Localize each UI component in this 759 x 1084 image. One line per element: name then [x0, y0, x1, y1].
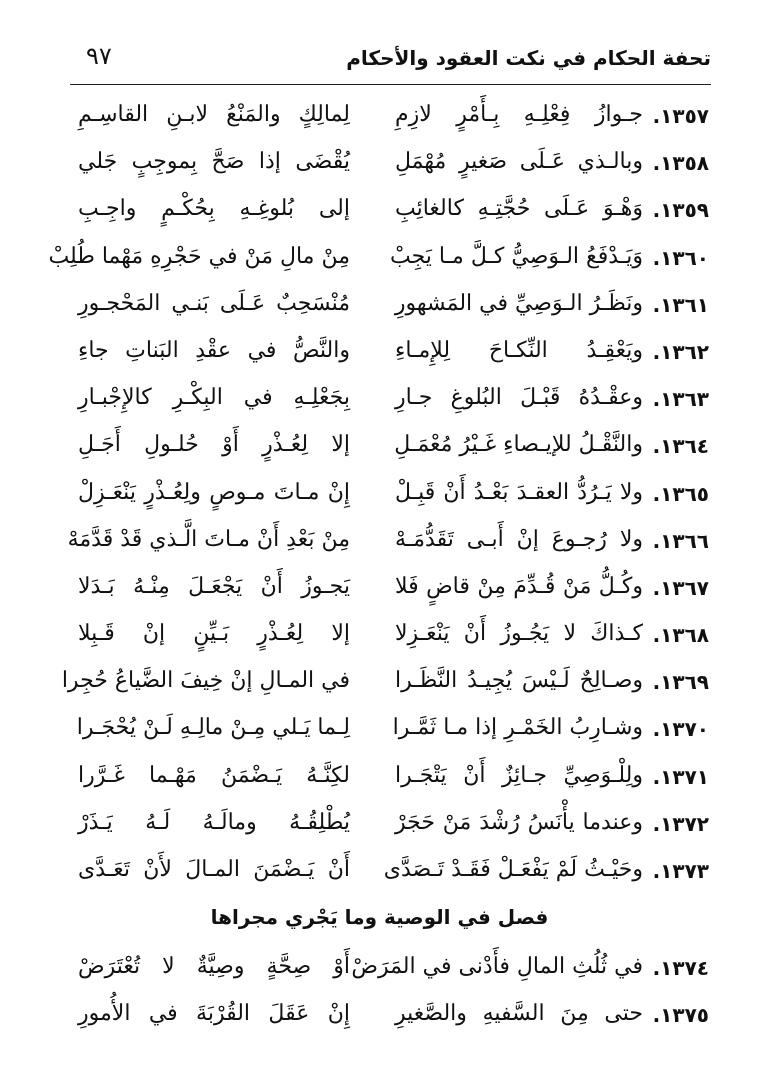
verse-number: ١٣٦٠.	[652, 245, 709, 270]
first-hemistich: في ثُلُثِ المالِ فأَدْنى في المَرَضْ	[351, 954, 643, 979]
verse-number: ١٣٦٢.	[652, 339, 709, 364]
verse-number: ١٣٦٩.	[652, 670, 709, 695]
verse-line	[60, 143, 709, 190]
verse-line	[60, 426, 709, 473]
first-hemistich: وكُـلُّ مَنْ قُـدِّمَ مِنْ قاضٍ فَلا	[395, 573, 643, 599]
verse-line	[48, 238, 709, 285]
second-hemistich: يُقْضَى إذا صَحَّ بِموجِبٍ جَلي	[78, 149, 350, 175]
verse-number: ١٣٧٠.	[652, 717, 709, 742]
verse-line	[60, 96, 709, 143]
verse-number: ١٣٥٧.	[652, 104, 709, 128]
second-hemistich: أَنْ يَـضْمَنَ المـالَ لأَنْ تَعَـدَّى	[78, 857, 350, 882]
verse-number: ١٣٦٤.	[652, 434, 709, 459]
first-hemistich: وَهْـوَ عَـلَى حُجَّتِـهِ كالغائِبِ	[395, 196, 643, 222]
second-hemistich: بِجَعْلِـهِ في البِكْـرِ كالإِجْبـارِ	[78, 385, 350, 411]
second-hemistich: لكِنَّـهُ يَـضْمَنُ مَهْـما غَـرَّرا	[78, 762, 350, 788]
verse-line	[60, 995, 709, 1042]
verse-line	[60, 804, 709, 851]
verse-line	[60, 521, 709, 568]
second-hemistich: يُطْلِقُـهُ ومالَـهُ لَـهُ يَـذَرْ	[78, 809, 350, 835]
verse-line	[60, 332, 709, 379]
verse-line	[60, 662, 709, 709]
running-title: تحفة الحكام في نكت العقود والأحكام	[346, 46, 711, 70]
second-hemistich: مِنْ مالِ مَنْ في حَجْرِهِ مَهْما طُلِبْ	[48, 243, 350, 269]
first-hemistich: كـذاكَ لا يَجُـوزُ أَنْ يَنْعَـزِلا	[395, 621, 643, 647]
second-hemistich: أَوْ صِحَّةٍ وصِيَّةٌ لا تُعْتَرَضْ	[78, 954, 350, 979]
first-hemistich: ولا يَـرُدُّ العقـدَ بَعْـدُ أَنْ قَبِـلْ	[395, 479, 643, 505]
verse-number: ١٣٥٨.	[652, 151, 709, 176]
verse-line	[60, 948, 709, 995]
verse-number: ١٣٦٧.	[652, 575, 709, 600]
verse-list	[48, 96, 709, 898]
second-hemistich: إِنْ عَقَلَ القُرْبَةَ في الأُمورِ	[78, 1001, 350, 1027]
verse-number: ١٣٧٤.	[652, 956, 709, 980]
second-hemistich: يَجـوزُ أَنْ يَجْعَـلَ مِنْـهُ بَـدَلا	[78, 573, 350, 599]
verse-number: ١٣٦٨.	[652, 623, 709, 648]
verse-line	[60, 379, 709, 426]
second-hemistich: إلا لِعُـذْرٍ أَوْ حُلـولِ أَجَـلِ	[78, 432, 350, 458]
verse-line	[60, 757, 709, 804]
first-hemistich: وعقْـدُهُ قَبْـلَ البُلوغِ جـارِ	[395, 385, 643, 411]
verse-number: ١٣٧٥.	[652, 1003, 709, 1028]
first-hemistich: ولِلْـوَصِيِّ جـائِزٌ أَنْ يَتْجَـرا	[395, 762, 643, 788]
page-header	[70, 38, 711, 85]
first-hemistich: ولا رُجـوعَ إنْ أَبـى تَقَدُّمَـهْ	[395, 526, 643, 552]
verse-line	[60, 709, 709, 756]
verse-line	[60, 285, 709, 332]
verse-line	[60, 474, 709, 521]
second-hemistich: إلا لِعُـذْرٍ بَـيِّنٍ إنْ قَـبِلا	[78, 621, 350, 647]
second-hemistich: لِـما يَـلي مِـنْ مالِـهِ لَـنْ يُحْجَـرا	[76, 715, 350, 741]
first-hemistich: وشـارِبُ الخَمْـرِ إذا مـا ثَمَّـرا	[392, 715, 643, 741]
first-hemistich: وَيَـدْفَعُ الـوَصِيُّ كـلَّ مـا يَجِبْ	[389, 243, 643, 269]
first-hemistich: ويَعْقِـدُ النِّكـاحَ لِلإِمـاءِ	[395, 337, 643, 363]
page-number: ٩٧	[86, 42, 112, 70]
second-hemistich: مُنْسَحِبٌ عَـلَى بَنـي المَحْجـورِ	[78, 290, 350, 316]
first-hemistich: وعندما يأْنَسُ رُشْدَ مَنْ حَجَرْ	[395, 809, 643, 835]
first-hemistich: وصـالِحٌ لَـيْسَ يُجِيـدُ النَّظَـرا	[395, 668, 643, 694]
first-hemistich: ونَظَـرُ الـوَصِيِّ في المَشهورِ	[394, 290, 643, 316]
verse-line	[60, 615, 709, 662]
second-hemistich: مِنْ بَعْدِ أَنْ مـاتَ الَّـذي قَدْ قَدَّمَهْ	[67, 526, 350, 552]
first-hemistich: والنَّقْـلُ للإيـصاءِ غَـيْرُ مُعْمَـلِ	[394, 432, 643, 458]
verse-number: ١٣٧٣.	[652, 859, 709, 883]
verse-number: ١٣٥٩.	[652, 198, 709, 223]
verse-number: ١٣٦٥.	[652, 481, 709, 506]
first-hemistich: جـوازُ فِعْلِـهِ بِـأَمْرٍ لازِمِ	[395, 102, 643, 127]
first-hemistich: حتى مِنَ السَّفيهِ والصَّغيرِ	[395, 1001, 643, 1027]
section-heading: فصل في الوصية وما يَجْري مجراها	[210, 905, 549, 929]
second-hemistich: إلى بُلوغِـهِ بِحُكْـمٍ واجِـبِ	[78, 196, 350, 222]
verse-line	[60, 851, 709, 898]
second-hemistich: إِنْ مـاتَ مـوصٍ ولِعُـذْرٍ يَنْعَـزِلْ	[78, 479, 350, 505]
first-hemistich: وحَيْـثُ لَمْ يَفْعَـلْ فَقَـدْ تَـصَدَّى	[383, 857, 643, 882]
first-hemistich: وبالـذي عَـلَى صَغيرٍ مُهْمَلِ	[395, 149, 643, 175]
verse-line	[60, 568, 709, 615]
section-verse-list	[60, 948, 709, 1042]
verse-number: ١٣٦١.	[652, 292, 709, 317]
second-hemistich: والنَّصُّ في عقْدِ البَناتِ جاءِ	[78, 337, 350, 363]
verse-number: ١٣٦٦.	[652, 528, 709, 553]
verse-number: ١٣٦٣.	[652, 387, 709, 412]
verse-number: ١٣٧١.	[652, 764, 709, 789]
second-hemistich: لِمالِكٍ والمَنْعُ لابـنِ القاسِـمِ	[78, 102, 350, 127]
second-hemistich: في المـالِ إنْ خِيفَ الضَّياعُ حُجِرا	[61, 668, 350, 694]
verse-number: ١٣٧٢.	[652, 811, 709, 836]
verse-line	[60, 190, 709, 237]
